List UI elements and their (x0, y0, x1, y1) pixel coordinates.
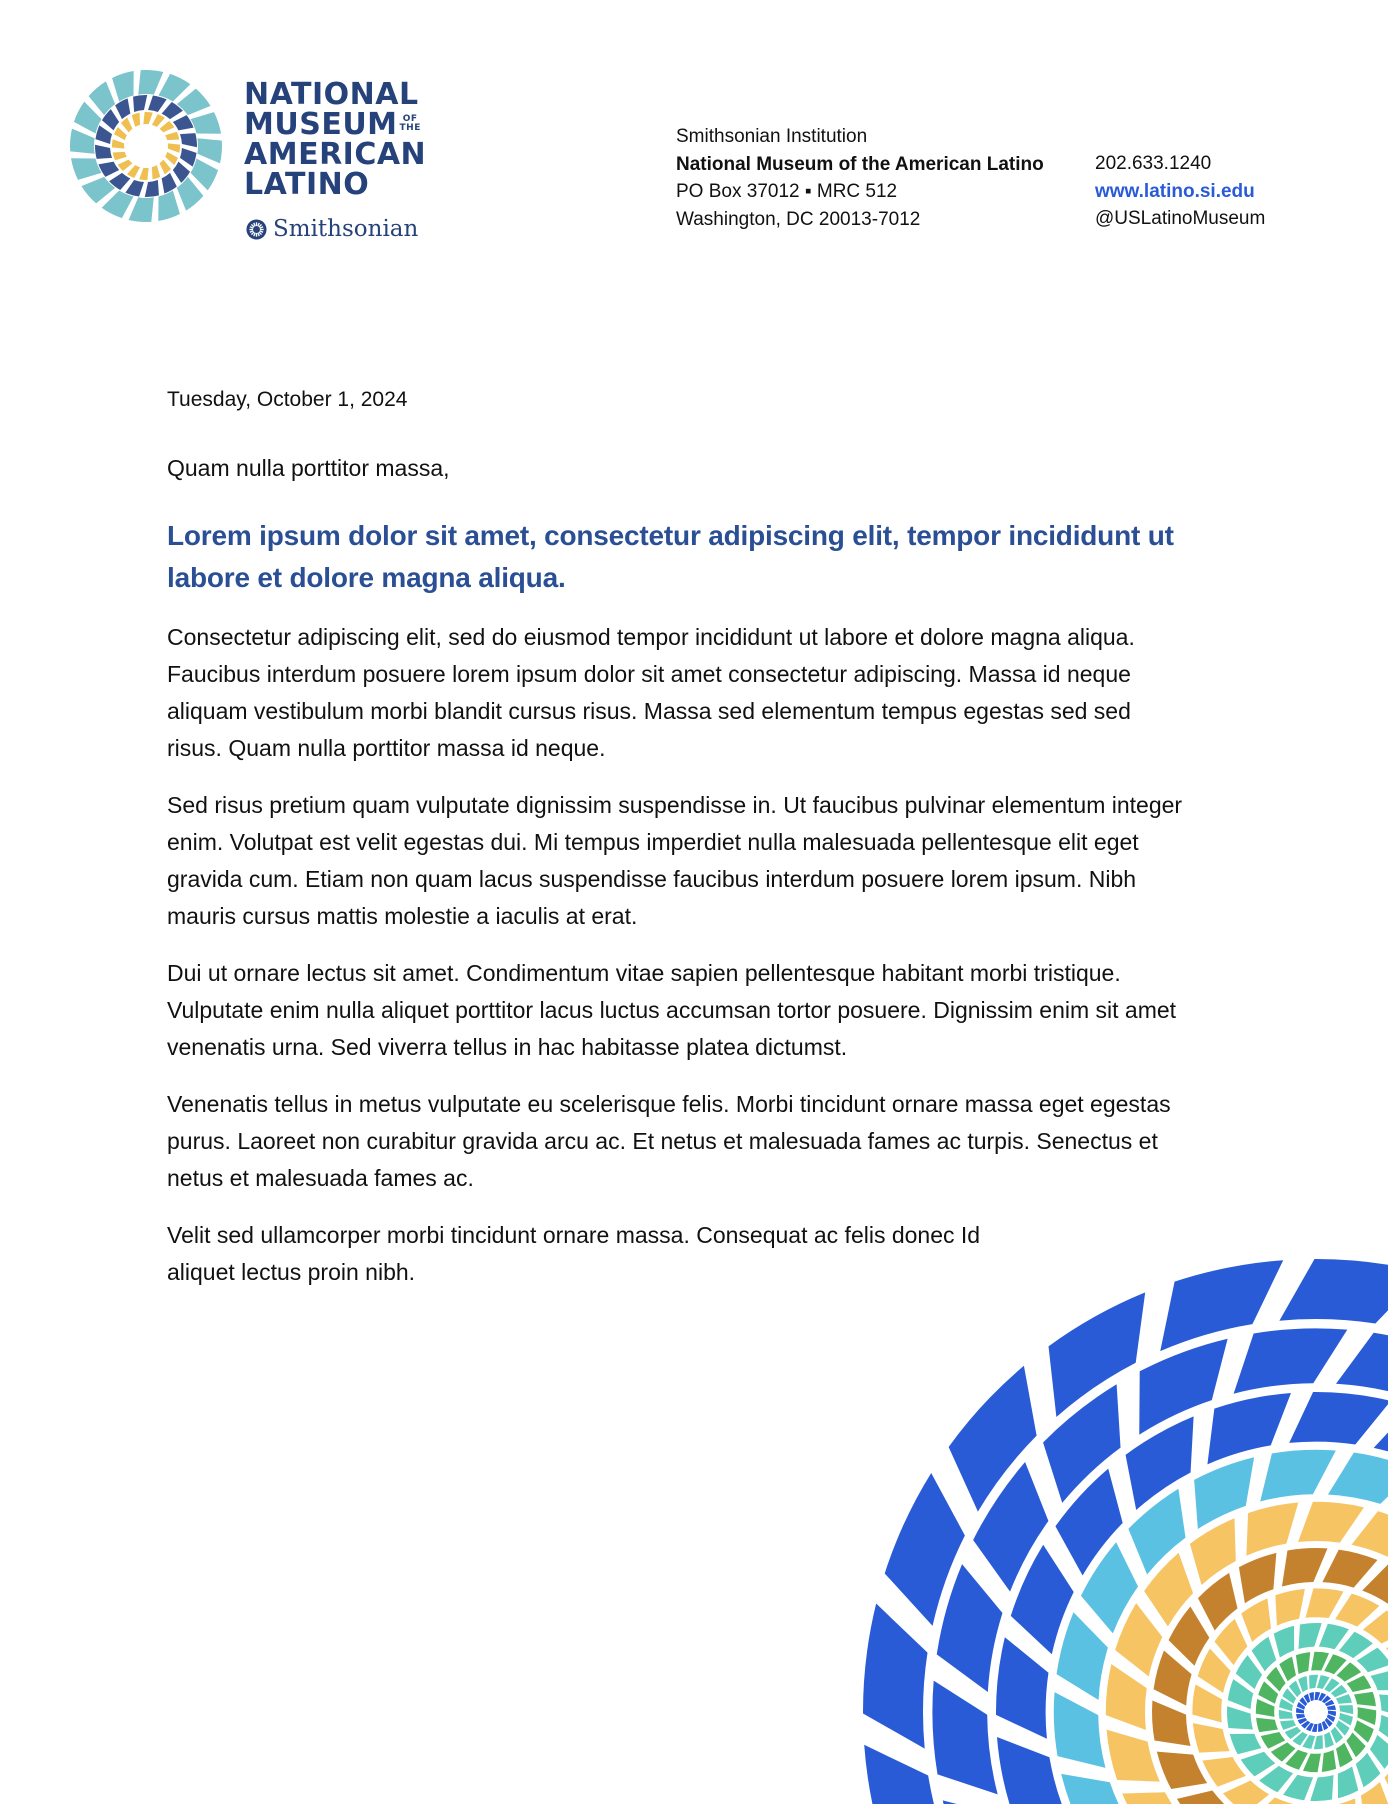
salutation: Quam nulla porttitor massa, (167, 455, 450, 481)
decorative-rosette-icon (820, 1230, 1388, 1804)
letter-body (167, 385, 1187, 1291)
wordmark-of-the: OF THE (399, 114, 421, 133)
logo-wordmark (244, 77, 427, 202)
wordmark-line-2: MUSEUM OF THE (244, 107, 421, 142)
paragraph-3: Dui ut ornare lectus sit amet. Condimentum vitae sapien pellentesque habitant morbi tristique. Vulputate enim nulla aliquet porttitor lacus luctus accumsan tortor posuere. Dignissim enim sit amet venenatis urna. Sed viverra tellus in hac habitasse platea dictumst. (167, 960, 1177, 1060)
smithsonian-brand (246, 216, 418, 242)
address-museum-name: National Museum of the American Latino (676, 153, 1044, 175)
wordmark-line-1: NATIONAL (244, 77, 419, 112)
website-link[interactable]: www.latino.si.edu (1095, 180, 1255, 202)
paragraph-4: Venenatis tellus in metus vulputate eu scelerisque felis. Morbi tincidunt ornare massa eget egestas purus. Laoreet non curabitur gravida arcu ac. Et netus et malesuada fames ac turpis. Senectus et netus et malesuada fames ac. (167, 1091, 1171, 1191)
letter-date: Tuesday, October 1, 2024 (167, 388, 408, 411)
address-city: Washington, DC 20013-7012 (676, 208, 921, 230)
wordmark-line-4: LATINO (244, 167, 370, 202)
address-po-box: PO Box 37012 ▪ MRC 512 (676, 181, 898, 202)
smithsonian-label: Smithsonian (273, 216, 419, 242)
contact-info (1095, 150, 1265, 233)
mailing-address (676, 123, 1044, 233)
museum-logo (66, 66, 446, 256)
rosette-logo-icon (66, 66, 226, 226)
letterhead (0, 0, 1388, 300)
social-handle: @USLatinoMuseum (1095, 208, 1266, 229)
address-institution: Smithsonian Institution (676, 126, 868, 147)
paragraph-5: Velit sed ullamcorper morbi tincidunt ornare massa. Consequat ac felis donec Id aliquet lectus proin nibh. (167, 1222, 981, 1285)
paragraph-2: Sed risus pretium quam vulputate dignissim suspendisse in. Ut faucibus pulvinar elementum integer enim. Volutpat est velit egestas dui. Mi tempus imperdiet nulla malesuada pellentesque elit eget gravida cum. Etiam non quam lacus suspendisse faucibus interdum posuere lorem ipsum. Nibh mauris cursus mattis molestie a iaculis at erat. (167, 792, 1183, 929)
smithsonian-sun-icon (246, 219, 267, 240)
paragraph-1: Consectetur adipiscing elit, sed do eiusmod tempor incididunt ut labore et dolore magna aliqua. Faucibus interdum posuere lorem ipsum dolor sit amet consectetur adipiscing. Massa id neque aliquam vestibulum morbi blandit cursus risus. Massa sed elementum tempus egestas sed sed risus. Quam nulla porttitor massa id neque. (167, 624, 1135, 761)
wordmark-line-3: AMERICAN (244, 137, 427, 172)
letter-headline: Lorem ipsum dolor sit amet, consectetur adipiscing elit, tempor incididunt ut labore et dolore magna aliqua. (167, 520, 1174, 593)
contact-phone: 202.633.1240 (1095, 153, 1212, 174)
